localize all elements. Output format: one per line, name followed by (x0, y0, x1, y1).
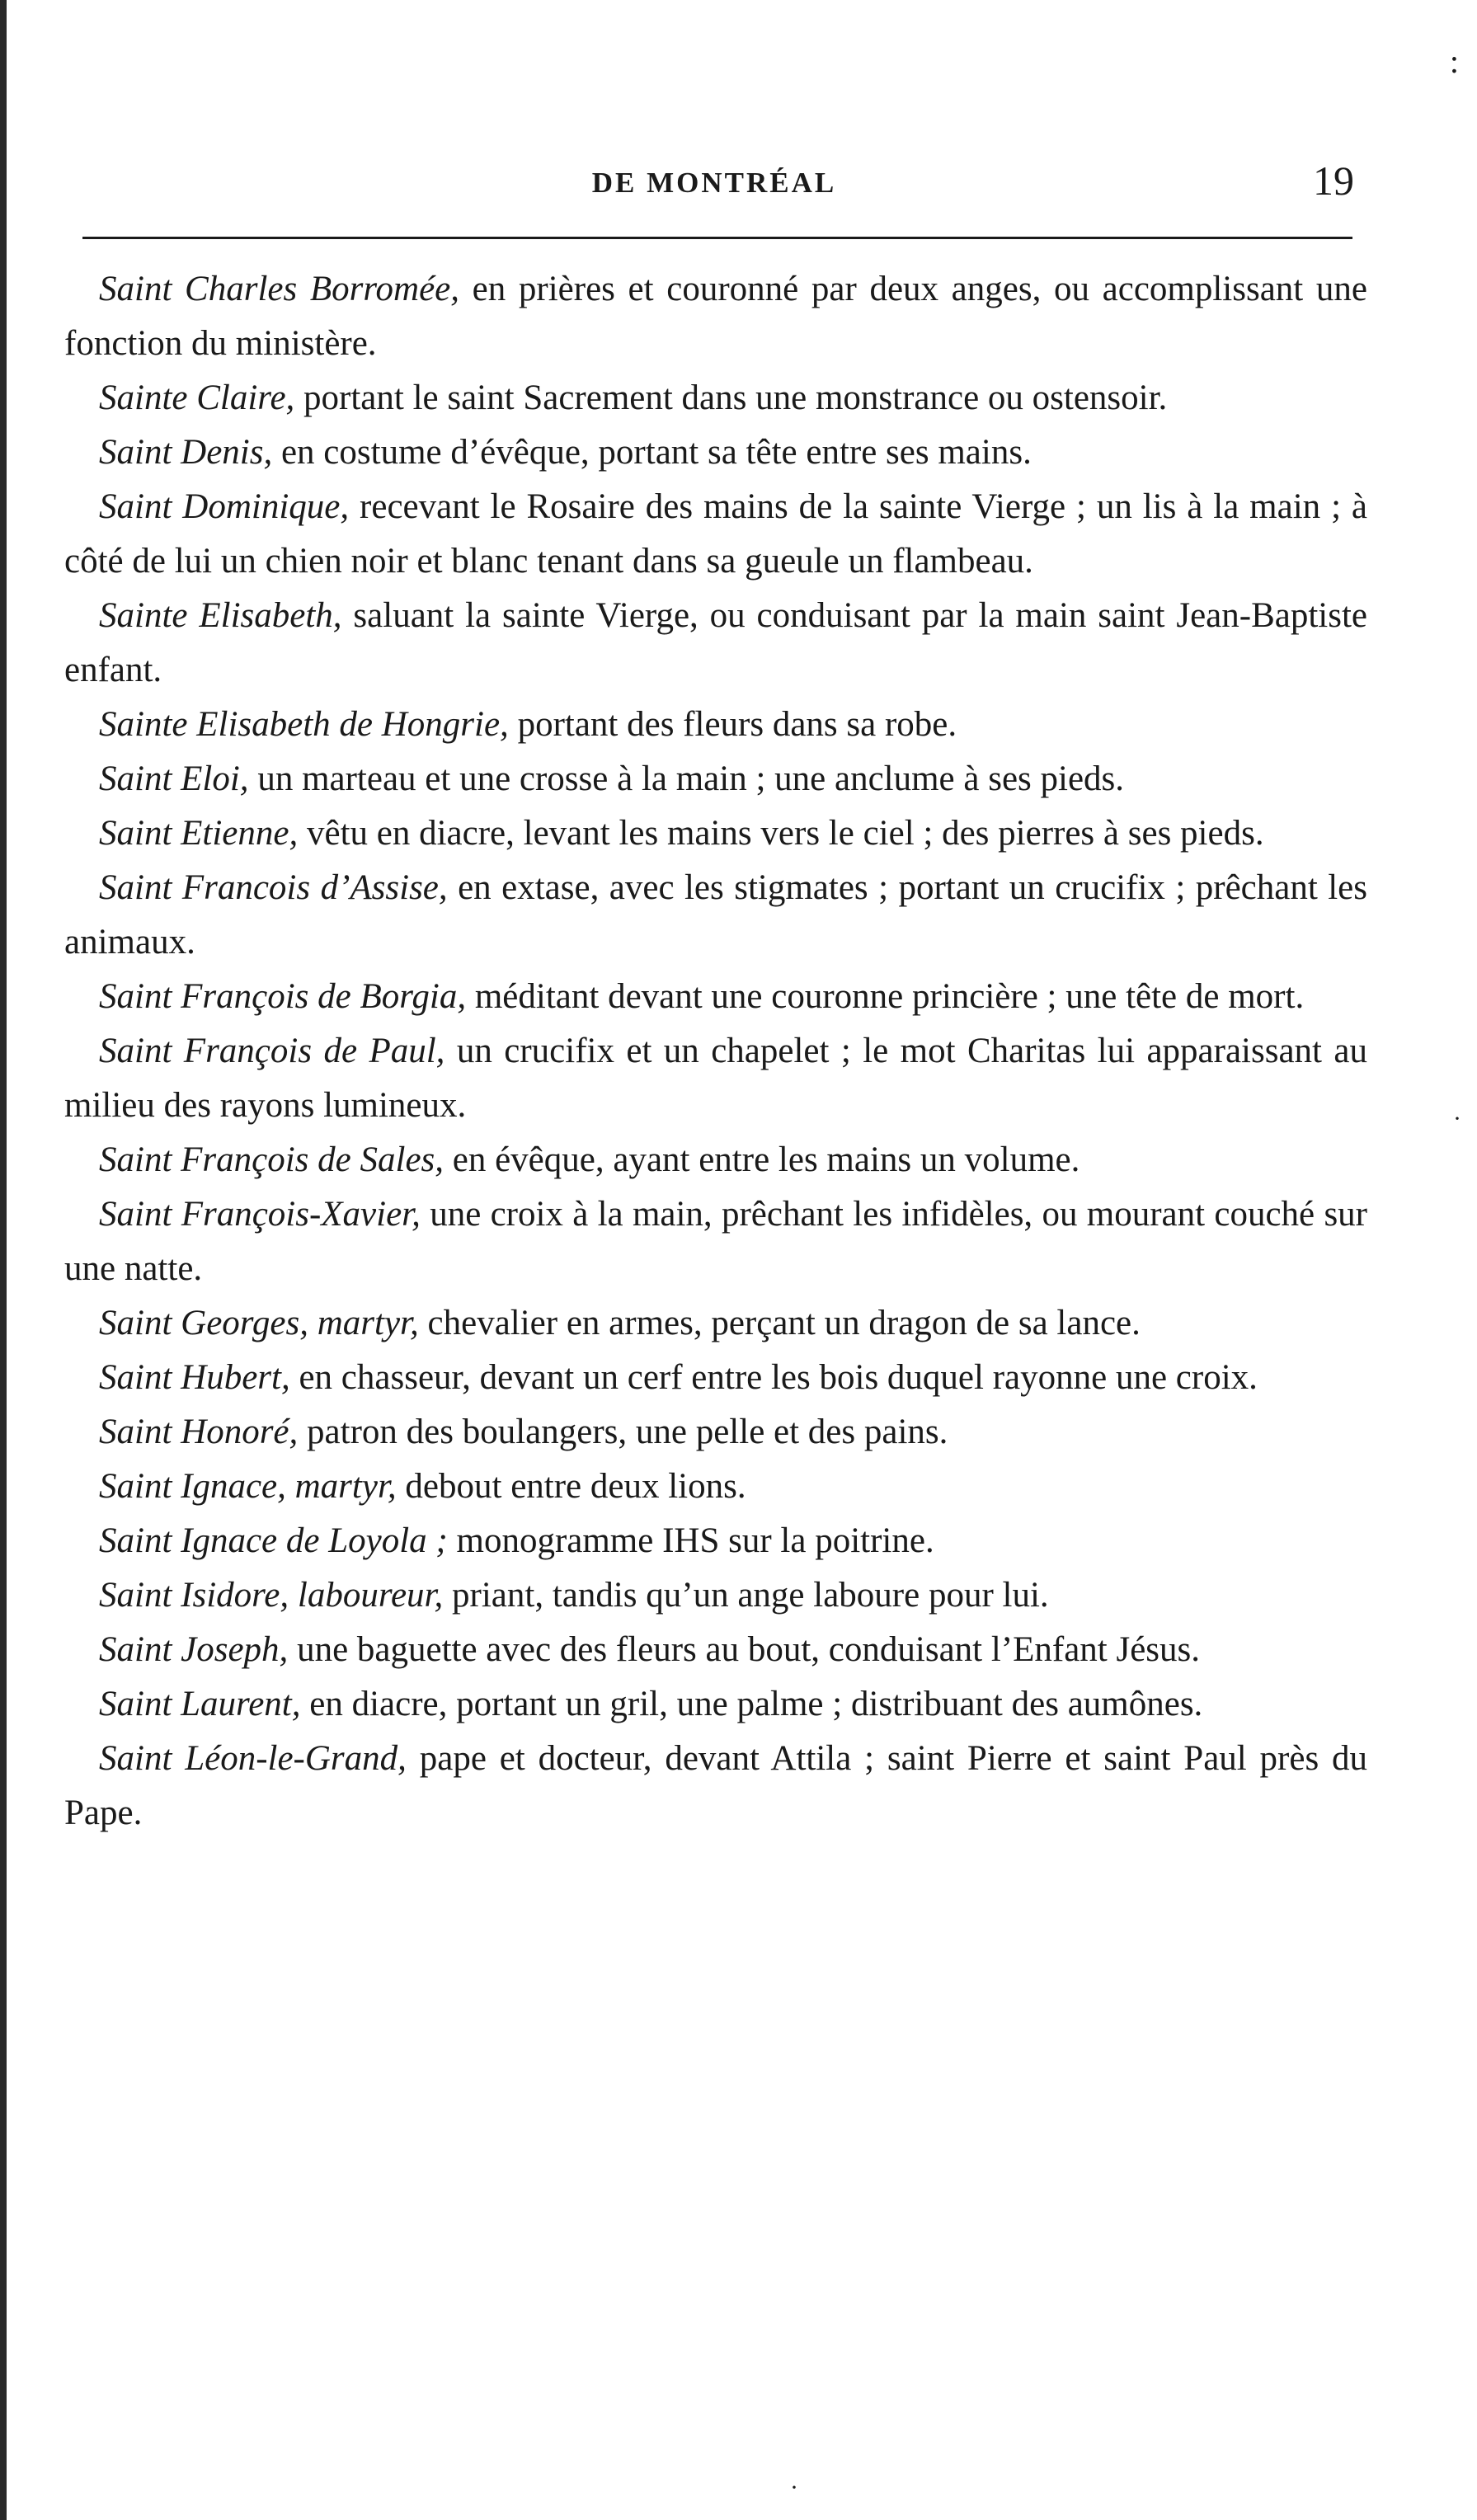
entry-etienne (64, 806, 1367, 861)
entry-laurent (64, 1677, 1367, 1732)
saint-name: Saint Joseph, (99, 1630, 289, 1669)
saint-name: Saint Léon-le-Grand, (99, 1739, 407, 1778)
entry-description: un marteau et une crosse à la main ; une anclume à ses pieds. (248, 759, 1125, 798)
entry-honore (64, 1405, 1367, 1460)
scan-speck: · (790, 2474, 798, 2501)
entry-description: saluant la sainte Vierge, ou conduisant par la main saint Jean-Baptiste enfant. (64, 596, 1368, 689)
saint-name: Saint Etienne, (99, 814, 299, 853)
entry-description: recevant le Rosaire des mains de la sainte Vierge ; un lis à la main ; à côté de lui un chien noir et blanc tenant dans sa gueule un flambeau. (64, 487, 1367, 581)
entry-francois-de-sales (64, 1133, 1367, 1187)
page-number: 19 (1313, 158, 1354, 204)
entry-elisabeth (64, 589, 1367, 698)
saint-name: Saint Georges, martyr, (99, 1304, 419, 1342)
entry-description: portant des fleurs dans sa robe. (508, 705, 957, 744)
entry-description: vêtu en diacre, levant les mains vers le ciel ; des pierres à ses pieds. (298, 814, 1264, 853)
saint-name: Saint François de Paul, (99, 1032, 445, 1070)
entry-ignace-de-loyola (64, 1514, 1367, 1568)
saint-name: Saint Dominique, (99, 487, 350, 526)
entry-description: debout entre deux lions. (396, 1467, 746, 1506)
header-rule (82, 237, 1352, 239)
entry-description: en costume d’évêque, portant sa tête entre ses mains. (272, 433, 1032, 472)
entry-denis (64, 425, 1367, 480)
page-body (64, 262, 1367, 1841)
entry-georges (64, 1296, 1367, 1351)
entry-francois-xavier (64, 1187, 1367, 1296)
saint-name: Saint Eloi, (99, 759, 249, 798)
saint-name: Saint François de Sales, (99, 1140, 445, 1179)
entry-description: monogramme IHS sur la poitrine. (447, 1521, 934, 1560)
entry-ignace-martyr (64, 1460, 1367, 1514)
saint-name: Saint François-Xavier, (99, 1195, 421, 1234)
entry-description: en évêque, ayant entre les mains un volume. (444, 1140, 1080, 1179)
entry-description: méditant devant une couronne princière ; une tête de mort. (466, 977, 1305, 1016)
running-title: DE MONTRÉAL (591, 167, 837, 199)
entry-joseph (64, 1623, 1367, 1677)
entry-description: une baguette avec des fleurs au bout, conduisant l’Enfant Jésus. (288, 1630, 1201, 1669)
entry-description: un crucifix et un chapelet ; le mot Charitas lui apparaissant au milieu des rayons lumineux. (64, 1032, 1367, 1125)
saint-name: Saint Isidore, laboureur, (99, 1576, 444, 1615)
saint-name: Saint Hubert, (99, 1358, 290, 1397)
entry-francois-de-paul (64, 1024, 1367, 1133)
saint-name: Saint Ignace de Loyola ; (99, 1521, 448, 1560)
saint-name: Sainte Claire, (99, 378, 295, 417)
corner-mark: : (1449, 43, 1459, 80)
saint-name: Sainte Elisabeth de Hongrie, (99, 705, 509, 744)
entry-dominique (64, 480, 1367, 589)
page-header (74, 157, 1354, 214)
saint-name: Saint Honoré, (99, 1413, 299, 1451)
entry-francois-de-borgia (64, 970, 1367, 1024)
entry-description: pape et docteur, devant Attila ; saint Pierre et saint Paul près du Pape. (64, 1739, 1367, 1832)
saint-name: Saint Denis, (99, 433, 273, 472)
entry-description: patron des boulangers, une pelle et des pains. (298, 1413, 948, 1451)
entry-claire (64, 371, 1367, 425)
entry-description: en extase, avec les stigmates ; portant un crucifix ; prêchant les animaux. (64, 868, 1367, 961)
entry-description: en prières et couronné par deux anges, ou accomplissant une fonction du ministère. (64, 270, 1367, 363)
entry-description: portant le saint Sacrement dans une monstrance ou ostensoir. (294, 378, 1168, 417)
entry-charles-borromee (64, 262, 1367, 371)
entry-isidore (64, 1568, 1367, 1623)
entry-hubert (64, 1351, 1367, 1405)
entry-description: en diacre, portant un gril, une palme ; distribuant des aumônes. (300, 1685, 1203, 1723)
entry-description: une croix à la main, prêchant les infidèles, ou mourant couché sur une natte. (64, 1195, 1367, 1288)
entry-leon-le-grand (64, 1732, 1367, 1841)
scan-speck: · (1453, 1105, 1461, 1132)
page-binding-edge (0, 0, 7, 2520)
saint-name: Sainte Elisabeth, (99, 596, 342, 635)
saint-name: Saint François de Borgia, (99, 977, 467, 1016)
entry-eloi (64, 752, 1367, 806)
entry-description: priant, tandis qu’un ange laboure pour lui. (443, 1576, 1049, 1615)
saint-name: Saint Ignace, martyr, (99, 1467, 397, 1506)
entry-description: chevalier en armes, perçant un dragon de sa lance. (418, 1304, 1141, 1342)
entry-elisabeth-de-hongrie (64, 698, 1367, 752)
entry-description: en chasseur, devant un cerf entre les bois duquel rayonne une croix. (289, 1358, 1258, 1397)
saint-name: Saint Laurent, (99, 1685, 301, 1723)
entry-francois-d-assise (64, 861, 1367, 970)
saint-name: Saint Charles Borromée, (99, 270, 459, 308)
saint-name: Saint Francois d’Assise, (99, 868, 448, 907)
